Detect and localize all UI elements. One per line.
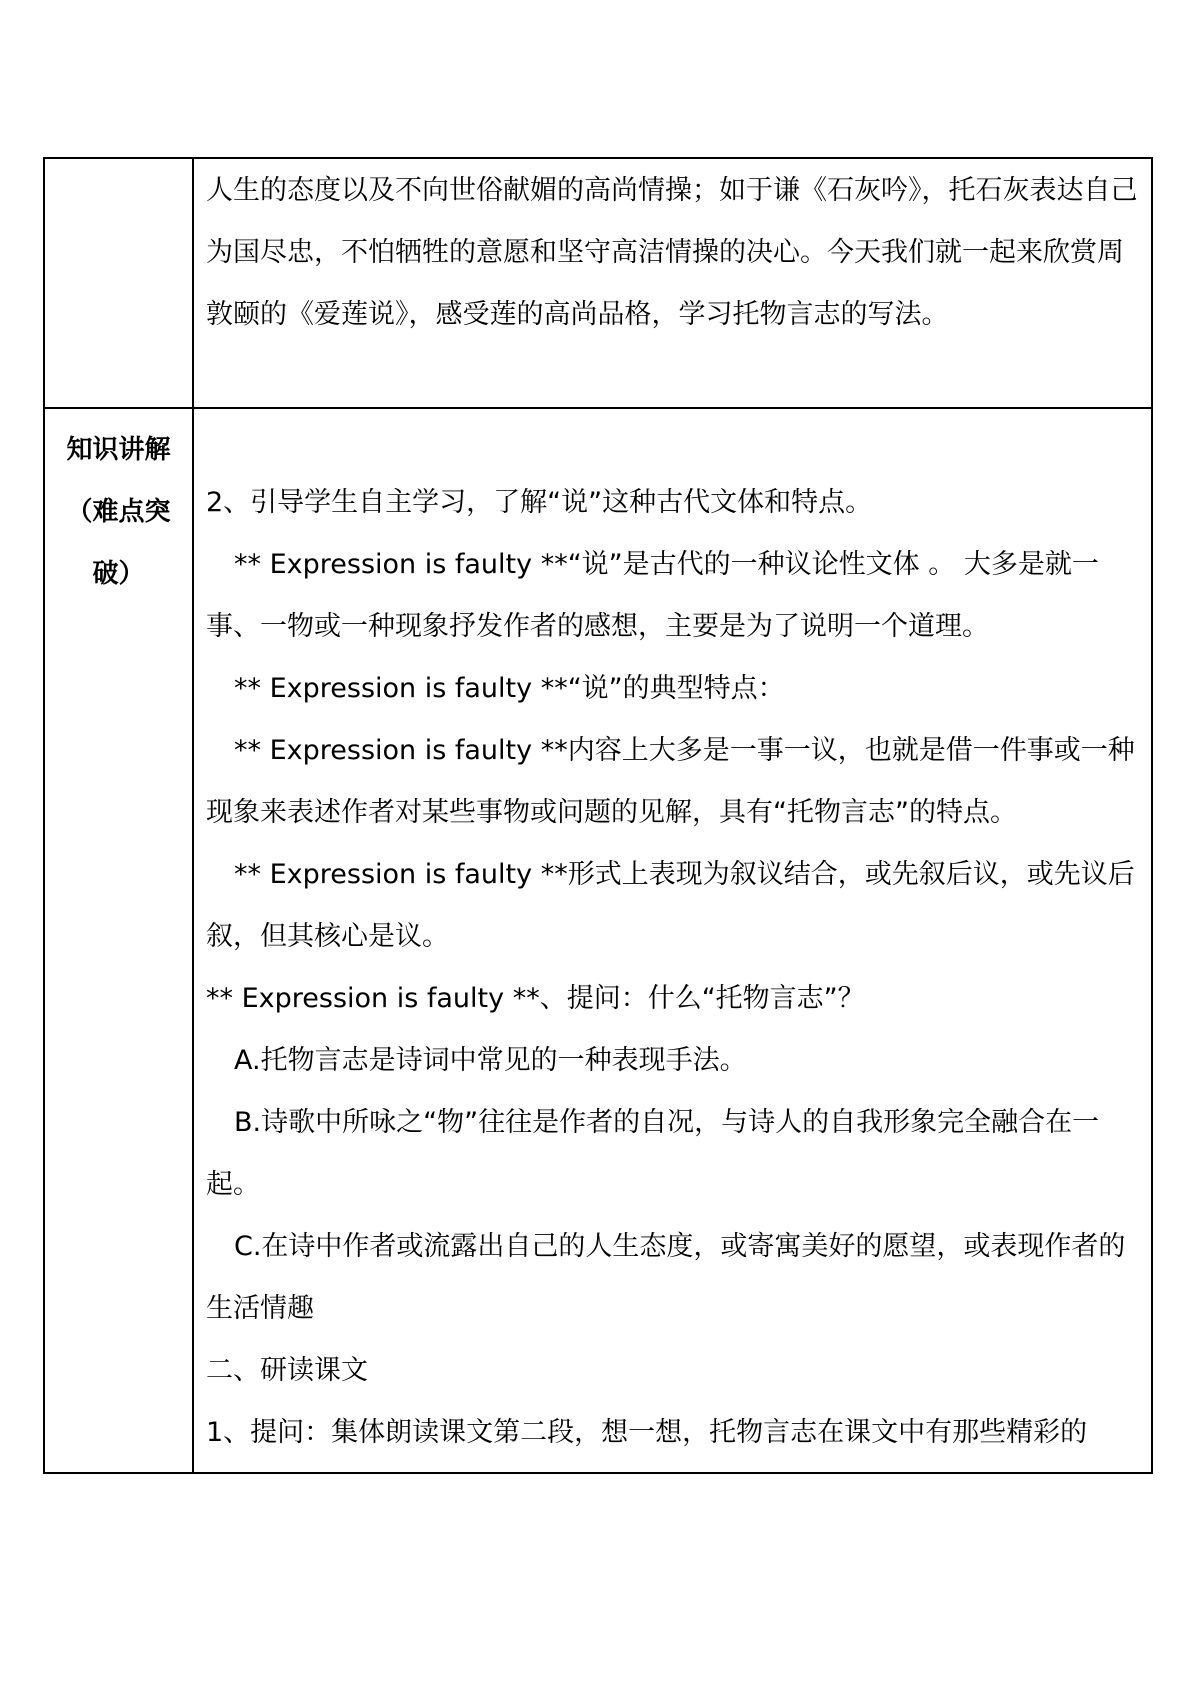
paragraph: B.诗歌中所咏之“物”往往是作者的自况，与诗人的自我形象完全融合在一起。 — [206, 1107, 1100, 1200]
paragraph: ** Expression is faulty **、提问：什么“托物言志”？ — [206, 983, 865, 1014]
paragraph: ** Expression is faulty **“说”的典型特点： — [234, 673, 785, 704]
table-row — [44, 158, 1152, 408]
row-label: 知识讲解（难点突破） — [66, 435, 171, 589]
table-row — [44, 408, 1152, 1473]
paragraph: ** Expression is faulty **“说”是古代的一种议论性文体 。 大多是就一事、一物或一种现象抒发作者的感想，主要是为了说明一个道理。 — [206, 549, 1099, 642]
paragraph: 人生的态度以及不向世俗献媚的高尚情操；如于谦《石灰吟》，托石灰表达自己为国尽忠，不怕牺牲的意愿和坚守高洁情操的决心。今天我们就一起来欣赏周敦颐的《爱莲说》，感受莲的高尚品格，学习托物言志的写法。 — [206, 175, 1138, 330]
row-content — [194, 409, 1151, 1464]
row-content-cell — [193, 158, 1152, 408]
paragraph: ** Expression is faulty **内容上大多是一事一议，也就是借一件事或一种现象来表述作者对某些事物或问题的见解，具有“托物言志”的特点。 — [206, 735, 1135, 828]
paragraph: ** Expression is faulty **形式上表现为叙议结合，或先叙后议，或先议后叙，但其核心是议。 — [206, 859, 1135, 952]
row-content — [194, 159, 1151, 346]
paragraph: A.托物言志是诗词中常见的一种表现手法。 — [234, 1045, 747, 1076]
lesson-plan-table — [43, 157, 1153, 1474]
paragraph: 二、研读课文 — [206, 1355, 368, 1386]
paragraph: 1、提问：集体朗读课文第二段，想一想，托物言志在课文中有那些精彩的 — [206, 1417, 1088, 1448]
paragraph: C.在诗中作者或流露出自己的人生态度，或寄寓美好的愿望，或表现作者的生活情趣 — [206, 1231, 1126, 1324]
paragraph: 2、引导学生自主学习，了解“说”这种古代文体和特点。 — [206, 487, 873, 518]
row-content-cell — [193, 408, 1152, 1473]
row-label-cell — [44, 158, 193, 408]
row-label — [45, 159, 192, 169]
row-label-cell — [44, 408, 193, 1473]
